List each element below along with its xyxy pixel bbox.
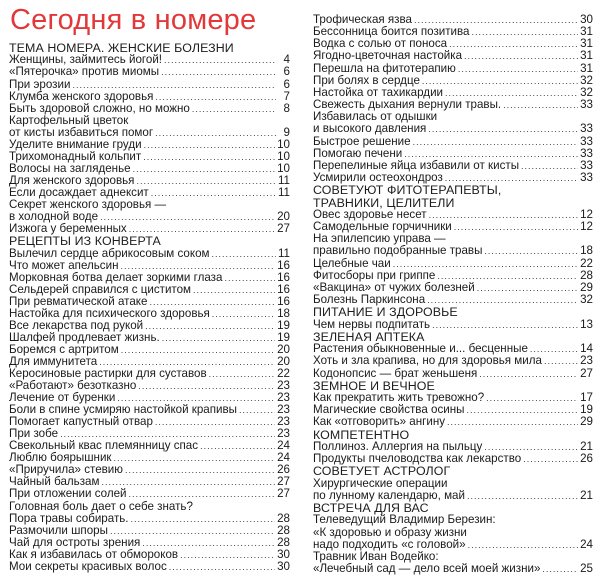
entry-title: «Работают» безотказно [9, 379, 137, 393]
dot-leader [428, 123, 578, 135]
entry-title: Как «отговорить» ангину [313, 415, 446, 429]
entry-title: Поллиноз. Аллергия на пыльцу [313, 439, 483, 453]
page-number: 22 [580, 256, 593, 270]
page-number: 28 [580, 268, 593, 282]
entry-title: Усмирили остеохондроз [313, 171, 443, 185]
entry-title: Трихомонадный кольпит [9, 149, 142, 163]
page-number: 18 [580, 244, 593, 258]
dot-leader [472, 26, 579, 38]
dot-leader [239, 404, 275, 416]
column-top-spacer [313, 0, 593, 14]
dot-leader [466, 404, 578, 416]
page-title: Сегодня в номере [10, 4, 257, 36]
toc-entry[interactable] [313, 319, 593, 331]
entry-title: Боли в спине усмиряю настойкой крапивы [9, 403, 238, 417]
dot-leader [468, 539, 579, 551]
toc-entry[interactable] [9, 561, 290, 573]
page-number: 27 [277, 475, 290, 489]
toc-entry-line: Телеведущий Владимир Березин: [313, 513, 496, 527]
entry-title: Растения обыкновенные и... бесценные [313, 342, 528, 356]
page-number: 10 [277, 161, 290, 175]
page-number: 24 [277, 439, 290, 453]
toc-entry[interactable] [313, 63, 593, 75]
toc-entry[interactable] [313, 368, 593, 380]
toc-left-column [9, 0, 290, 573]
dot-leader [413, 136, 579, 148]
page-number: 9 [283, 125, 290, 139]
page-number: 21 [580, 488, 593, 502]
page-number: 33 [580, 171, 593, 185]
dot-leader [101, 476, 275, 488]
entry-title: от кисты избавиться помог [9, 125, 154, 139]
page-number: 23 [580, 354, 593, 368]
page-number: 27 [580, 366, 593, 380]
entry-title: Женщины, займитесь йогой! [9, 53, 163, 67]
dot-leader [523, 453, 578, 465]
dot-leader [484, 245, 578, 257]
entry-title: Керосиновые растирки для суставов [9, 366, 207, 380]
entry-title: Клумба женского здоровья [9, 89, 154, 103]
dot-leader [155, 416, 275, 428]
entry-title: Овес здоровье несет [313, 208, 427, 221]
page-number: 33 [580, 122, 593, 136]
entry-title: Помогаю печени [313, 146, 403, 160]
entry-title: Волосы на загляденье [9, 161, 131, 175]
dot-leader [180, 549, 275, 561]
entry-title: и высокого давления [313, 122, 427, 136]
section-heading: ВСТРЕЧА ДЛЯ ВАС [313, 501, 429, 515]
dot-leader [454, 221, 578, 233]
toc-entry[interactable] [313, 355, 593, 367]
entry-title: Быстрое решение [313, 134, 411, 148]
dot-leader [72, 79, 276, 91]
entry-title: по лунному календарю, май [313, 488, 465, 502]
entry-title: Чем нервы подпитать [313, 317, 431, 331]
entry-title: Перепелиные яйца избавили от кисты [313, 158, 520, 172]
toc-entry[interactable] [313, 245, 593, 257]
dot-leader [447, 416, 578, 428]
page-number: 27 [277, 487, 290, 501]
page-number: 33 [580, 146, 593, 160]
entry-title: Помогает капустный отвар [9, 415, 153, 429]
section-heading: ПИТАНИЕ И ЗДОРОВЬЕ [313, 305, 458, 320]
page-number: 31 [580, 25, 593, 39]
toc-entry-line: На эпилепсию управа — [313, 232, 446, 246]
toc-entry-line: Избавилась от одышки [313, 110, 438, 124]
page-number: 27 [277, 222, 290, 236]
page-number: 30 [277, 547, 290, 561]
page-number: 14 [580, 342, 593, 356]
dot-leader [164, 54, 276, 66]
dot-leader [544, 355, 578, 367]
entry-title: Водка с солью от поноса [313, 37, 448, 51]
page-number: 20 [277, 342, 290, 356]
toc-entry[interactable] [313, 563, 593, 575]
entry-title: Для женского здоровья [9, 173, 135, 187]
entry-title: Быть здоровой сложно, но можно [9, 101, 190, 115]
page-number: 30 [580, 13, 593, 26]
dot-leader [133, 163, 276, 175]
page-number: 11 [277, 246, 290, 260]
dot-leader [131, 513, 276, 525]
entry-title: Чай для остроты зрения [9, 535, 141, 549]
entry-title: «Пятерочка» против миомы [9, 65, 160, 79]
toc-entry[interactable] [9, 91, 290, 103]
entry-title: Магические свойства осины [313, 403, 465, 417]
toc-entry[interactable] [9, 296, 290, 308]
entry-title: Ягодно-цветочная настойка [313, 49, 463, 63]
section-heading: ТРАВНИКИ, ЦЕЛИТЕЛИ [313, 195, 455, 210]
page-number: 33 [580, 158, 593, 172]
entry-title: Как прекратить жить тревожно? [313, 391, 485, 405]
dot-leader [193, 284, 275, 296]
page-number: 10 [277, 137, 290, 151]
toc-entry-line: Секрет женского здоровья — [9, 197, 167, 211]
dot-leader [143, 151, 275, 163]
page-number: 31 [580, 37, 593, 51]
toc-entry[interactable] [9, 525, 290, 537]
entry-title: Самодельные горчичники [313, 220, 452, 234]
entry-title: При эрозии [9, 77, 71, 91]
page-number: 6 [283, 65, 290, 79]
entry-title: При отложении солей [9, 487, 127, 501]
dot-leader [432, 319, 578, 331]
toc-entry-line: «К здоровью и образу жизни [313, 525, 467, 539]
page-number: 20 [277, 354, 290, 368]
entry-title: Свекольный квас племянницу спас [9, 439, 199, 453]
dot-leader [121, 344, 275, 356]
page-number: 4 [283, 53, 290, 67]
section-heading: СОВЕТУЕТ АСТРОЛОГ [313, 464, 451, 479]
page-number: 16 [277, 282, 290, 296]
page-number: 29 [580, 280, 593, 294]
entry-title: Изжога у беременных [9, 222, 127, 236]
entry-title: Вылечил сердце абрикосовым соком [9, 246, 210, 260]
entry-title: Фитосборы при гриппе [313, 268, 436, 282]
entry-title: «Лечебный сад — дело всей моей жизни» [313, 562, 541, 576]
page-number: 18 [277, 306, 290, 320]
entry-title: Перешла на фитотерапию [313, 61, 456, 75]
dot-leader [393, 258, 578, 270]
page-number: 33 [580, 134, 593, 148]
dot-leader [458, 63, 578, 75]
dot-leader [136, 175, 275, 187]
dot-leader [138, 380, 275, 392]
toc-left-list [9, 42, 290, 573]
toc-entry[interactable] [9, 248, 290, 260]
toc-entry[interactable] [313, 123, 593, 135]
dot-leader [155, 127, 276, 139]
entry-title: Трофическая язва [313, 13, 412, 26]
toc-entry-line: Хирургические операции [313, 476, 448, 490]
page-number: 22 [277, 366, 290, 380]
entry-title: Люблю боярышник [9, 451, 112, 465]
page-number: 21 [580, 439, 593, 453]
entry-title: При ревматической атаке [9, 294, 148, 308]
toc-entry[interactable] [9, 272, 290, 284]
entry-title: Хоть и зла крапива, но для здоровья мила [313, 354, 542, 368]
page-number: 28 [277, 535, 290, 549]
entry-title: надо подходить «с головой» [313, 537, 466, 551]
page-number: 31 [580, 49, 593, 63]
dot-leader [144, 139, 276, 151]
dot-leader [192, 103, 276, 115]
entry-title: Кодонопсис — брат женьшеня [313, 366, 478, 380]
dot-leader [542, 563, 578, 575]
toc-right-column [313, 0, 593, 575]
page-number: 32 [580, 73, 593, 87]
dot-leader [110, 525, 275, 537]
entry-title: Чайный бальзам [9, 475, 100, 489]
entry-title: в холодной воде [9, 210, 99, 224]
entry-title: Болезнь Паркинсона [313, 293, 426, 307]
dot-leader [212, 248, 276, 260]
page-number: 25 [580, 562, 593, 576]
entry-title: При зобе [9, 427, 59, 441]
page-number: 24 [580, 537, 593, 551]
page-number: 31 [580, 61, 593, 75]
page-number: 28 [277, 511, 290, 525]
entry-title: Лечение от буренки [9, 391, 116, 405]
page-number: 23 [277, 391, 290, 405]
toc-entry[interactable] [9, 79, 290, 91]
dot-leader [477, 282, 578, 294]
page-number: 24 [277, 451, 290, 465]
entry-title: Настойка для психического здоровья [9, 306, 210, 320]
entry-title: правильно подобранные травы [313, 244, 483, 258]
dot-leader [162, 332, 275, 344]
page-number: 20 [277, 210, 290, 224]
section-heading: КОМПЕТЕНТНО [313, 427, 410, 442]
page-number: 13 [580, 317, 593, 331]
section-heading: РЕЦЕПТЫ ИЗ КОНВЕРТА [9, 234, 161, 249]
page-number: 19 [277, 330, 290, 344]
dot-leader [129, 488, 276, 500]
page-number: 17 [580, 391, 593, 405]
entry-title: Продукты пчеловодства как лекарство [313, 452, 522, 466]
page-number: 8 [283, 101, 290, 115]
page-number: 16 [277, 294, 290, 308]
entry-title: Настойка от тахикардии [313, 85, 444, 99]
entry-title: Свежесть дыхания вернули травы. [313, 98, 502, 112]
page-number: 29 [580, 415, 593, 429]
page-number: 23 [277, 403, 290, 417]
toc-entry[interactable] [9, 284, 290, 296]
page-number: 6 [283, 77, 290, 91]
toc-entry[interactable] [9, 308, 290, 320]
page-number: 30 [277, 559, 290, 573]
toc-entry-line: Головная боль дает о себе знать? [9, 499, 193, 513]
entry-title: Сельдерей справился с циститом [9, 282, 192, 296]
entry-title: Бессонница боится позитива [313, 25, 470, 39]
dot-leader [149, 296, 275, 308]
page-number: 23 [277, 379, 290, 393]
toc-entry[interactable] [9, 549, 290, 561]
page-number: 33 [580, 98, 593, 112]
page-number: 26 [580, 452, 593, 466]
entry-title: Что может апельсин [9, 258, 119, 272]
entry-title: Уделите внимание груди [9, 137, 142, 151]
dot-leader [479, 368, 578, 380]
toc-entry[interactable] [313, 136, 593, 148]
page-number: 28 [277, 523, 290, 537]
dot-leader [120, 260, 275, 272]
entry-title: Размочили шпоры [9, 523, 108, 537]
page-number: 10 [277, 149, 290, 163]
page-number: 19 [580, 403, 593, 417]
toc-entry[interactable] [9, 537, 290, 549]
dot-leader [449, 38, 578, 50]
section-heading: ЗЕМНОЕ И ВЕЧНОЕ [313, 378, 435, 393]
toc-entry[interactable] [9, 513, 290, 525]
page-number: 23 [277, 415, 290, 429]
page-number: 16 [277, 258, 290, 272]
dot-leader [142, 537, 275, 549]
dot-leader [161, 66, 276, 78]
entry-title: Как я избавилась от обмороков [9, 547, 179, 561]
toc-entry-line: Травник Иван Водейко: [313, 549, 439, 563]
dot-leader [114, 452, 276, 464]
toc-entry[interactable] [313, 416, 593, 428]
page-number: 12 [580, 208, 593, 221]
page-number: 23 [277, 427, 290, 441]
dot-leader [200, 440, 275, 452]
entry-title: Мои секреты красивых волос [9, 559, 167, 573]
entry-title: «Приручила» стевию [9, 463, 123, 477]
page-number: 19 [277, 318, 290, 332]
dot-leader [521, 160, 578, 172]
page-number: 32 [580, 293, 593, 307]
page-number: 7 [283, 89, 290, 103]
toc-entry[interactable] [313, 50, 593, 62]
entry-title: Для иммунитета [9, 354, 98, 368]
toc-entry[interactable] [9, 103, 290, 115]
dot-leader [486, 392, 578, 404]
entry-title: Все лекарства под рукой [9, 318, 144, 332]
page-number: 16 [277, 270, 290, 284]
dot-leader [125, 464, 275, 476]
dot-leader [467, 490, 578, 502]
entry-title: Целебные чаи [313, 256, 391, 270]
entry-title: Пора травы собирать. [9, 511, 129, 525]
dot-leader [212, 308, 275, 320]
toc-entry[interactable] [313, 258, 593, 270]
entry-title: Боремся с артритом [9, 342, 119, 356]
section-heading: ТЕМА НОМЕРА. ЖЕНСКИЕ БОЛЕЗНИ [9, 41, 234, 55]
dot-leader [224, 272, 275, 284]
toc-entry[interactable] [9, 66, 290, 78]
dot-leader [503, 99, 578, 111]
page-number: 32 [580, 85, 593, 99]
page-number: 11 [277, 185, 290, 199]
page-number: 12 [580, 220, 593, 234]
entry-title: При болях в сердце [313, 73, 420, 87]
section-heading: СОВЕТУЮТ ФИТОТЕРАПЕВТЫ, [313, 183, 502, 198]
entry-title: Морковная ботва делает зоркими глаза [9, 270, 223, 284]
dot-leader [209, 368, 275, 380]
entry-title: Если досаждает аднексит [9, 185, 149, 199]
toc-right-list [313, 14, 593, 575]
dot-leader [145, 320, 275, 332]
page-number: 11 [277, 173, 290, 187]
toc-entry[interactable] [9, 139, 290, 151]
toc-entry-line: Картофельный цветок [9, 113, 129, 127]
page-number: 26 [277, 463, 290, 477]
dot-leader [464, 50, 578, 62]
dot-leader [151, 187, 276, 199]
toc-entry[interactable] [9, 488, 290, 500]
dot-leader [155, 91, 276, 103]
toc-entry[interactable] [9, 260, 290, 272]
toc-entry[interactable] [9, 127, 290, 139]
entry-title: Шалфей продлевает жизнь. [9, 330, 160, 344]
dot-leader [422, 75, 578, 87]
section-heading: ЗЕЛЕНАЯ АПТЕКА [313, 329, 425, 344]
dot-leader [169, 561, 275, 573]
entry-title: «Вакцина» от чужих болезней [313, 280, 475, 294]
